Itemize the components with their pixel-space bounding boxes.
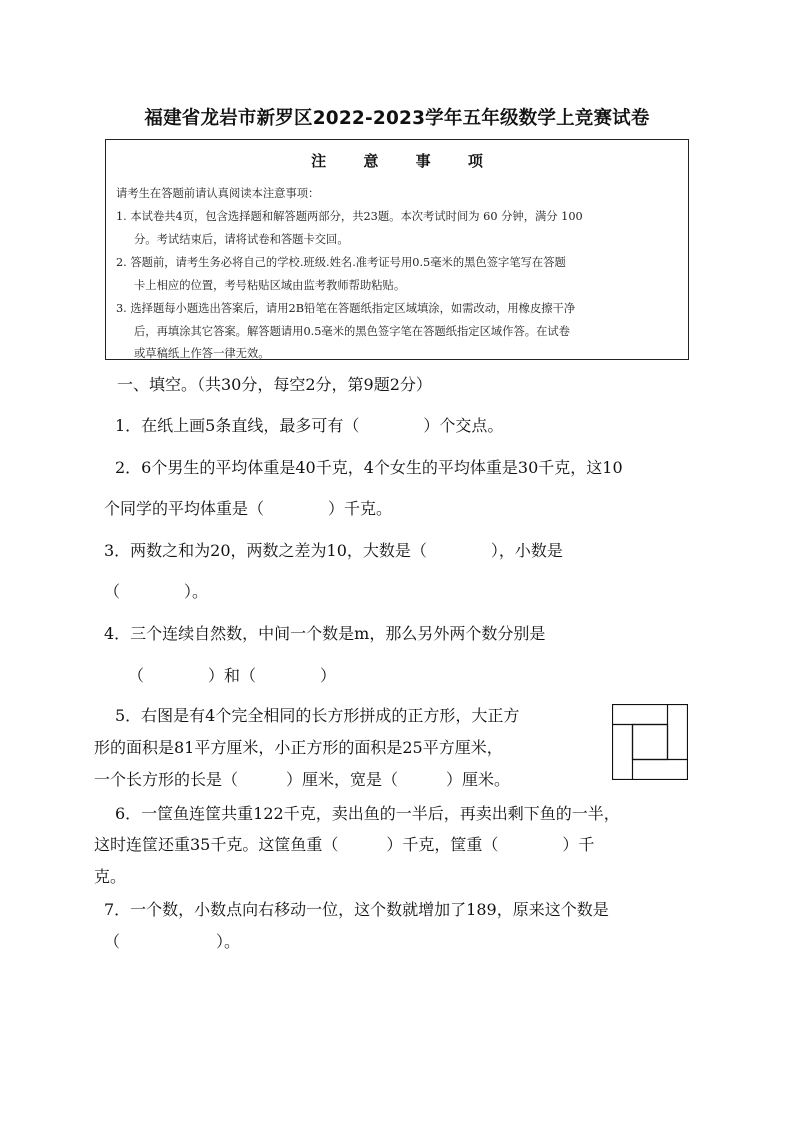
question-7-line-1: 7．一个数，小数点向右移动一位，这个数就增加了189，原来这个数是 — [104, 900, 609, 919]
question-3-line-1: 3．两数之和为20，两数之差为10，大数是（ ），小数是 — [104, 541, 563, 560]
question-3-line-2: （ ）。 — [104, 582, 209, 601]
question-6-line-2: 这时连筐还重35千克。这筐鱼重（ ）千克，筐重（ ）千 — [94, 835, 595, 854]
notice-line: 2. 答题前，请考生务必将自己的学校.班级.姓名.准考证号用0.5毫米的黑色签字笔写在答题 — [116, 256, 566, 269]
section-heading: 一、填空。（共30分，每空2分，第9题2分） — [117, 375, 432, 394]
page-title: 福建省龙岩市新罗区2022-2023学年五年级数学上竞赛试卷 — [144, 108, 650, 129]
question-5-line-2: 形的面积是81平方厘米，小正方形的面积是25平方厘米， — [94, 738, 503, 757]
notice-box — [105, 139, 689, 360]
notice-line: 3. 选择题每小题选出答案后，请用2B铅笔在答题纸指定区域填涂，如需改动，用橡皮擦干净 — [116, 302, 576, 315]
question-5-line-3: 一个长方形的长是（ ）厘米，宽是（ ）厘米。 — [94, 770, 511, 789]
notice-line: 卡上相应的位置，考号粘贴区域由监考教师帮助粘贴。 — [134, 279, 406, 292]
square-figure — [612, 704, 688, 780]
question-2-line-2: 个同学的平均体重是（ ）千克。 — [104, 499, 393, 518]
notice-intro: 请考生在答题前请认真阅读本注意事项： — [116, 187, 320, 200]
question-2-line-1: 2．6个男生的平均体重是40千克，4个女生的平均体重是30千克，这10 — [115, 458, 623, 477]
notice-line: 或草稿纸上作答一律无效。 — [134, 347, 270, 360]
question-4-line-2: （ ）和（ ） — [128, 666, 337, 685]
question-5-line-1: 5．右图是有4个完全相同的长方形拼成的正方形，大正方 — [115, 706, 520, 725]
notice-heading: 注 意 事 项 — [311, 152, 499, 170]
notice-line: 分。考试结束后，请将试卷和答题卡交回。 — [134, 233, 349, 246]
notice-line: 1. 本试卷共4页，包含选择题和解答题两部分，共23题。本次考试时间为 60 分钟，满分 100 — [116, 210, 583, 223]
question-7-line-2: （ ）。 — [104, 932, 241, 951]
question-6-line-3: 克。 — [94, 867, 127, 886]
question-1: 1．在纸上画5条直线，最多可有（ ）个交点。 — [115, 416, 504, 435]
question-6-line-1: 6．一筐鱼连筐共重122千克，卖出鱼的一半后，再卖出剩下鱼的一半， — [115, 804, 620, 823]
notice-line: 后，再填涂其它答案。解答题请用0.5毫米的黑色签字笔在答题纸指定区域作答。在试卷 — [134, 325, 570, 338]
question-4-line-1: 4．三个连续自然数，中间一个数是m，那么另外两个数分别是 — [104, 624, 546, 643]
